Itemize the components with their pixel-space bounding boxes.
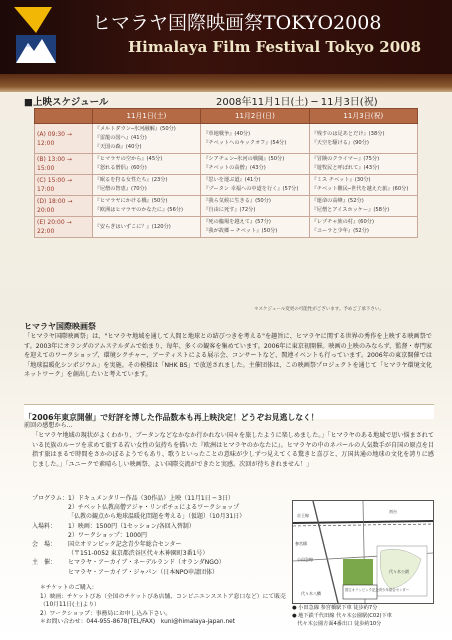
schedule-cell bbox=[309, 124, 417, 154]
info-row bbox=[32, 531, 282, 540]
film-entry: 『チベットの高僧』(43分) bbox=[203, 165, 266, 171]
film-entry: 『残すのは足あとだけ』(38分) bbox=[311, 130, 385, 137]
table-row bbox=[35, 124, 418, 154]
info-value: ヒマラヤ・アーカイブ・ジャパン（日本NPO申請団体） bbox=[68, 568, 219, 576]
info-key: 入場料： bbox=[32, 522, 57, 530]
schedule-cell bbox=[201, 175, 309, 196]
time-slot-label: (C) 15:00 → 17:00 bbox=[35, 175, 93, 196]
header-band bbox=[0, 0, 452, 74]
film-entry: 『尼僧とアイスホッケー』(58分) bbox=[311, 207, 390, 213]
schedule-cell bbox=[309, 217, 417, 238]
schedule-date-range: 2008年11月1日(土) ─ 11月3日(祝) bbox=[216, 97, 378, 108]
info-value: 1）ドキュメンタリー作品（30作品）上映（11月1日 ─ 3日） bbox=[68, 495, 234, 502]
schedule-heading: ■上映スケジュール bbox=[24, 97, 109, 108]
schedule-cell bbox=[201, 124, 309, 154]
ticket-line: 2）ワークショップ：事務局にお申し込み下さい。 bbox=[40, 610, 172, 617]
info-row bbox=[32, 568, 282, 577]
film-entry: 『チベット難民─世代を越えた旅』(60分) bbox=[311, 186, 409, 192]
film-entry: 『天空を駆ける』(90分) bbox=[311, 139, 369, 146]
info-value: 1）映画：1500円（1セッション/各回入替制） bbox=[68, 522, 195, 530]
ticket-line: 1）映画：チケットぴあ（全国のチケットぴあ店舗、コンビニエンスストア窓口など）にて販売（10月11日(土)より） bbox=[40, 593, 286, 609]
film-entry: 『怒れる僧侶』(60分) bbox=[94, 165, 147, 171]
film-entry: 『欧洲はヒマラヤのかなたに』(56分) bbox=[94, 207, 184, 213]
info-key bbox=[32, 531, 68, 540]
film-entry: 『雷龍の国へ』(41分) bbox=[94, 135, 147, 141]
info-value: （〒151-0052 東京都渋谷区代々木神園町3番1号） bbox=[68, 550, 209, 558]
festival-section-title: ヒマラヤ国際映画祭 bbox=[24, 322, 96, 331]
schedule-cell bbox=[92, 217, 201, 238]
access-line: 代々木公園方面4番出口 徒歩約10分 bbox=[292, 621, 382, 627]
ticket-line: ＊チケットのご購入： bbox=[40, 585, 98, 591]
info-row bbox=[32, 540, 282, 549]
film-entry: 『シアチェン─氷河の戦闘』(50分) bbox=[203, 156, 285, 162]
time-slot-label: (B) 13:00 → 15:00 bbox=[35, 154, 93, 175]
time-slot-label: (D) 18:00 → 20:00 bbox=[35, 196, 93, 217]
info-value: 2）チベット仏教高僧アジャ・リンポチェによるワークショップ bbox=[68, 504, 240, 512]
schedule-cell bbox=[92, 124, 201, 154]
ticket-line: ＊お問い合わせ：044-955-8678(TEL/FAX) kuni@himalaya-japan.net bbox=[40, 619, 235, 626]
info-value: 国立オリンピック記念青少年総合センター bbox=[68, 541, 182, 549]
column-header: 11月2日(日) bbox=[201, 109, 309, 124]
header-gradient-band bbox=[0, 74, 452, 92]
column-header: 11月3日(祝) bbox=[309, 109, 417, 124]
map-label: 京王線 bbox=[297, 513, 309, 518]
film-entry: 『ヒマラヤの空から』(45分) bbox=[94, 156, 163, 162]
film-entry: 『運命の高峰』(52分) bbox=[311, 198, 364, 204]
mountain-logo-icon bbox=[12, 5, 60, 65]
feedback-heading: 前回の感想から… bbox=[24, 422, 73, 429]
film-entry: 『眠るを狩る女性たち』(23分) bbox=[94, 177, 168, 183]
access-line: ● 小田急線 参宮橋駅下車 徒歩約7分 bbox=[292, 605, 378, 611]
table-corner bbox=[35, 109, 93, 124]
film-entry: 『天国の森』(40分) bbox=[94, 144, 142, 150]
film-entry: 『安らぎはいずこに？』(120分) bbox=[94, 223, 171, 230]
film-entry: 『思いを運ぶ道』(41分) bbox=[203, 177, 261, 183]
info-row bbox=[32, 503, 282, 512]
schedule-cell bbox=[92, 196, 201, 217]
access-line: ● 地下鉄千代田線 代々木公園駅(C02)下車 bbox=[292, 613, 392, 619]
film-entry: 『我が故郷 ─ チベット』(50分) bbox=[203, 228, 278, 234]
event-info bbox=[32, 494, 282, 577]
schedule-cell bbox=[201, 154, 309, 175]
page-subtitle: Himalaya Film Festival Tokyo 2008 bbox=[128, 38, 422, 56]
time-slot-label: (A) 09:30 → 12:00 bbox=[35, 124, 93, 154]
map-label: 参宮橋 bbox=[295, 541, 307, 546]
info-row bbox=[32, 512, 282, 521]
feedback-quotes: 「ヒマラヤ地域の現状がよくわかり、ブータンなどなかなか行かれない国々を旅したように楽しめました。」「ヒマラヤのある地域で思い悩まされている民族のルーツを求めて旅する若い女性の気持ちを描いた『欧洲はヒマラヤのかなたに』。ヒマラヤの中のネパールの人気数手が自国の原点を目指す旅はまるで時間をさかのぼるようでもあり、歌うといったことの意味が少しずつ見えてくる驚きと喜びと、万国共通の地球の文化を誇りに感じました。」「ユニークで素晴らしい映画祭、よい国際交流ができたと実感。次回が待ちきれません！」 bbox=[32, 432, 434, 468]
info-value: ヒマラヤ・アーカイブ・ネーデルランド（オランダNGO） bbox=[68, 559, 225, 567]
time-slot-label: (E) 20:00 → 22:00 bbox=[35, 217, 93, 238]
column-header: 11月1日(土) bbox=[92, 109, 201, 124]
film-entry: 『レプチャ族の村』(60分) bbox=[311, 219, 374, 225]
info-key: 会 場： bbox=[32, 541, 57, 549]
map-label: 代々木公園 bbox=[389, 569, 409, 574]
film-entry: 『死の臨場を越えて』(57分) bbox=[203, 219, 271, 225]
schedule-note: ＊スケジュール変更の可能性がございます。予めご了承下さい。 bbox=[254, 307, 384, 312]
film-entry: 『遊牧民と呼ばれて』(43分) bbox=[311, 165, 380, 171]
info-key: 主 催： bbox=[32, 559, 57, 567]
access-directions bbox=[292, 604, 442, 628]
film-entry: 『ヒマラヤにかける橋』(50分) bbox=[94, 198, 168, 204]
info-key bbox=[32, 549, 68, 558]
schedule-body bbox=[35, 124, 418, 238]
film-entry: 『自由に死す』(72分) bbox=[203, 207, 256, 213]
map-label: 小田急線 bbox=[297, 557, 313, 562]
map-label: 代々木八幡 bbox=[301, 591, 321, 596]
table-row bbox=[35, 175, 418, 196]
info-key bbox=[32, 568, 68, 577]
banner-text: 「2006年東京開催」で好評を博した作品数本も再上映決定！どうぞお見逃しなく！ bbox=[24, 413, 319, 422]
schedule-cell bbox=[92, 154, 201, 175]
table-row bbox=[35, 217, 418, 238]
info-row bbox=[32, 549, 282, 558]
info-value: 2）ワークショップ：1000円 bbox=[68, 531, 147, 539]
access-map bbox=[292, 500, 434, 604]
map-label: 国立オリンピック記念青少年総合センター bbox=[345, 588, 410, 592]
film-entry: 『チベットへのキックオフ』(54分) bbox=[203, 139, 287, 146]
film-entry: 『我ら気候に生きる』(50分) bbox=[203, 198, 271, 204]
film-entry: 『尼僧の智恵』(70分) bbox=[94, 186, 147, 192]
rescreening-banner bbox=[24, 404, 434, 422]
info-key: プログラム： bbox=[32, 495, 68, 502]
info-row bbox=[32, 494, 282, 503]
film-entry: 『ミス チベット』(30分) bbox=[311, 177, 371, 183]
info-key bbox=[32, 503, 68, 512]
film-entry: 『ユーラと少年』(52分) bbox=[311, 228, 369, 234]
film-entry: 『メルトダウン─氷河融解』(50分) bbox=[94, 126, 176, 132]
info-row bbox=[32, 558, 282, 567]
schedule-cell bbox=[201, 217, 309, 238]
ticket-info bbox=[40, 584, 290, 627]
page-title: ヒマラヤ国際映画祭TOKYO2008 bbox=[92, 12, 382, 34]
table-row bbox=[35, 196, 418, 217]
film-entry: 『草地戦争』(40分) bbox=[203, 130, 251, 137]
schedule-cell bbox=[309, 175, 417, 196]
table-row bbox=[35, 154, 418, 175]
film-entry: 『ブータン 幸福への中道を行く』(57分) bbox=[203, 186, 299, 192]
schedule-table bbox=[34, 108, 418, 238]
map-label: 初台 bbox=[389, 509, 397, 514]
info-key bbox=[32, 512, 68, 521]
schedule-cell bbox=[309, 196, 417, 217]
schedule-cell bbox=[92, 175, 201, 196]
schedule-cell bbox=[309, 154, 417, 175]
info-value: 「仏教の観点から地球温暖化問題を考える」（仮題）（10月31日） bbox=[68, 513, 246, 521]
schedule-cell bbox=[201, 196, 309, 217]
festival-description: 「ヒマラヤ国際映画祭」は、"ヒマラヤ地域を通して人間と地球との結びつきを考える"を趣旨に、ヒマラヤに関する世界の秀作を上映する映画祭です。2003年にオランダのアムステルダムで始まり、毎年、多くの観客を集めています。2006年に東京初開催。映画の上映のみならず、監督・専門家を迎えてのワークショップ、環境シクチャー、アーティストによる展示会、コンサートなど、関連イベントも行っています。2006年の東京開催では「地球温暖化シンポジウム」を実施。その模様は「NHK BS」で放送されました。主催団体は、この映画祭プロジェクトを通じて「ヒマラヤ環境文化ネットワーク」を創出したいと考えています。 bbox=[24, 333, 432, 379]
info-row bbox=[32, 522, 282, 531]
film-entry: 『冒険のクライマー』(75分) bbox=[311, 156, 380, 162]
